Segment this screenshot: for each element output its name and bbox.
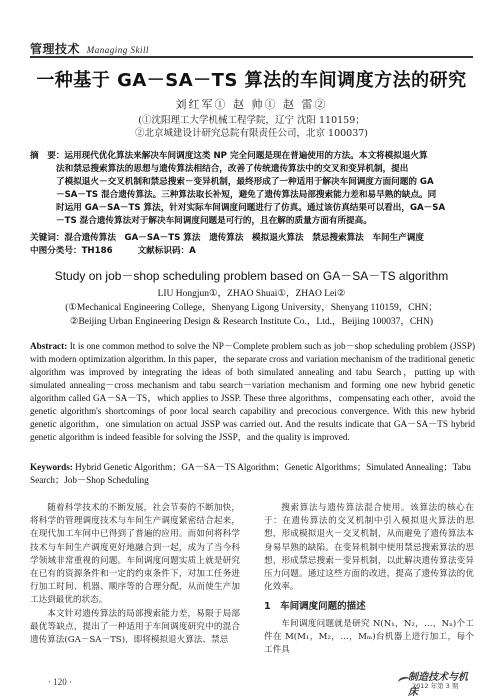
body-paragraph: 随着科学技术的不断发展，社会节奏的不断加快，将科学的管理调度技术与车间生产调度紧密结合起来，在现代加工车间中已得到了普遍的应用。而如何将科学技术与车间生产调度更好地融合到一起，成为了当今科学领域非常重视的问题。车间调度问题实质上就是研究在已有的资源条件和一定的约束条件下，对加工任务进行加工时间、机器、顺序等的合理分配，从而使生产加工达到最优的状态。 [30,503,240,606]
page-number: · 120 · [48,677,72,687]
section-label-zh: 管理技术 [30,42,81,56]
abstract-zh-line: －SA－TS 混合遗传算法。三种算法取长补短，避免了遗传算法局部搜索能力差和易早熟的缺点。同 [56,190,437,200]
keywords-en-text: Hybrid Genetic Algorithm；GA－SA－TS Algorithm；Genetic Algorithms；Simulated Annealing；Tabu Search；Job－Shop Scheduling [30,462,471,485]
abstract-zh [30,150,475,228]
doc-code: 文献标识码：A [137,246,196,256]
journal-issue: 2012 年第 3 期 [412,682,459,690]
abstract-en-label: Abstract: [30,341,68,351]
abstract-en [30,340,475,444]
body-paragraph: 搜索算法与遗传算法混合使用。该算法的核心在于：在遗传算法的交叉机制中引入模拟退火算法的思想，形成模拟退火－交叉机制，从而避免了遗传算法本身易早熟的缺陷。在变异机制中使用禁忌搜索算法的思想，形成禁忌搜索－变异机制，以此解决遗传算法变异压力问题。通过这些方面的改进，提高了遗传算法的优化效率。 [264,503,474,593]
body-paragraph: 车间调度问题就是研究 N(N₁，N₂，…，Nₙ)个工件在 M(M₁，M₂，…，Mₘ)台机器上进行加工，每个工件具 [264,618,474,656]
affiliation-en-2: ②Beijing Urban Engineering Design & Research Institute Co.，Ltd.，Beijing 100037，CHN) [69,317,434,327]
paper-title-en: Study on job－shop scheduling problem based on GA－SA－TS algorithm [54,269,449,283]
body-column-right [264,502,474,657]
abstract-en-text: It is one common method to solve the NP－Complete problem such as job－shop scheduling problem (JSSP) with modern optimization algorithm. In this paper，the separate cross and variation mechanism of the traditional genetic algorithm was improved by integrating the ideas of both simulated annealing and tabu Search，putting up with simulated annealing－cross mechanism and tabu search－variation mechanism and forming one new hybrid genetic algorithm called GA－SA－TS，which applies to JSSP. These three algorithms，compensating each other，avoid the genetic algorithm's shortcomings of poor local search capability and precocious convergence. With this new hybrid genetic algorithm，one simulation on actual JSSP was carried out. And the results indicate that GA－SA－TS hybrid genetic algorithm is indeed feasible for solving the JSSP，and the quality is improved. [30,341,476,442]
section-label-en: Managing Skill [86,45,149,55]
keywords-en-label: Keywords: [30,462,73,472]
body-column-left [30,502,240,647]
affiliation-zh-1: (①沈阳理工大学机械工程学院，辽宁 沈阳 110159； [138,115,365,126]
section-label [30,40,149,57]
abstract-zh-line: 运用现代优化算法来解决车间调度这类 NP 完全问题是现在普遍使用的方法。本文将模拟退火算 [64,151,428,161]
journal-logo [398,668,474,697]
authors-zh: 刘红军① 赵 帅① 赵 雷② [175,98,328,111]
keywords-zh: 关键词：混合遗传算法 GA－SA－TS 算法 遗传算法 模拟退火算法 禁忌搜索算法 车间生产调度 [30,233,424,243]
abstract-zh-line: 了模拟退火－交叉机制和禁忌搜索－变异机制，最终形成了一种适用于解决车间调度方面问题的 GA [56,177,434,187]
section-heading: 1 车间调度问题的描述 [264,601,366,613]
body-paragraph: 本文针对遗传算法的局部搜索能力差，易限于局部最优等缺点，提出了一种适用于车间调度研究中的混合遗传算法(GA－SA－TS)，即将模拟退火算法、禁忌 [30,608,240,646]
affiliation-zh-2: ②北京城建设计研究总院有限责任公司，北京 100037) [135,128,368,139]
affiliation-en-1: (①Mechanical Engineering College，Shenyang Ligong University，Shenyang 110159，CHN； [65,303,438,313]
classification [30,244,475,256]
paper-title-zh: 一种基于 GA－SA－TS 算法的车间调度方法的研究 [36,70,467,91]
authors-en: LIU Hongjun①，ZHAO Shuai①，ZHAO Lei② [157,289,346,299]
abstract-zh-line: －TS 混合遗传算法对于解决车间调度问题是可行的，且在解的质量方面有所提高。 [56,216,372,226]
keywords-en [30,461,475,487]
header-rule [30,56,473,58]
abstract-zh-label: 摘 要： [30,151,65,161]
journal-brand: 制造技术与机床 [408,672,468,697]
abstract-zh-line: 时运用 GA－SA－TS 算法，针对实际车间调度问题进行了仿真。通过该仿真结果可以看出，GA－SA [56,203,446,213]
abstract-zh-line: 法和禁忌搜索算法的思想与遗传算法相结合，改善了传统遗传算法中的交叉和变异机制，提出 [56,164,409,174]
clc-number: 中图分类号：TH186 [30,246,113,256]
